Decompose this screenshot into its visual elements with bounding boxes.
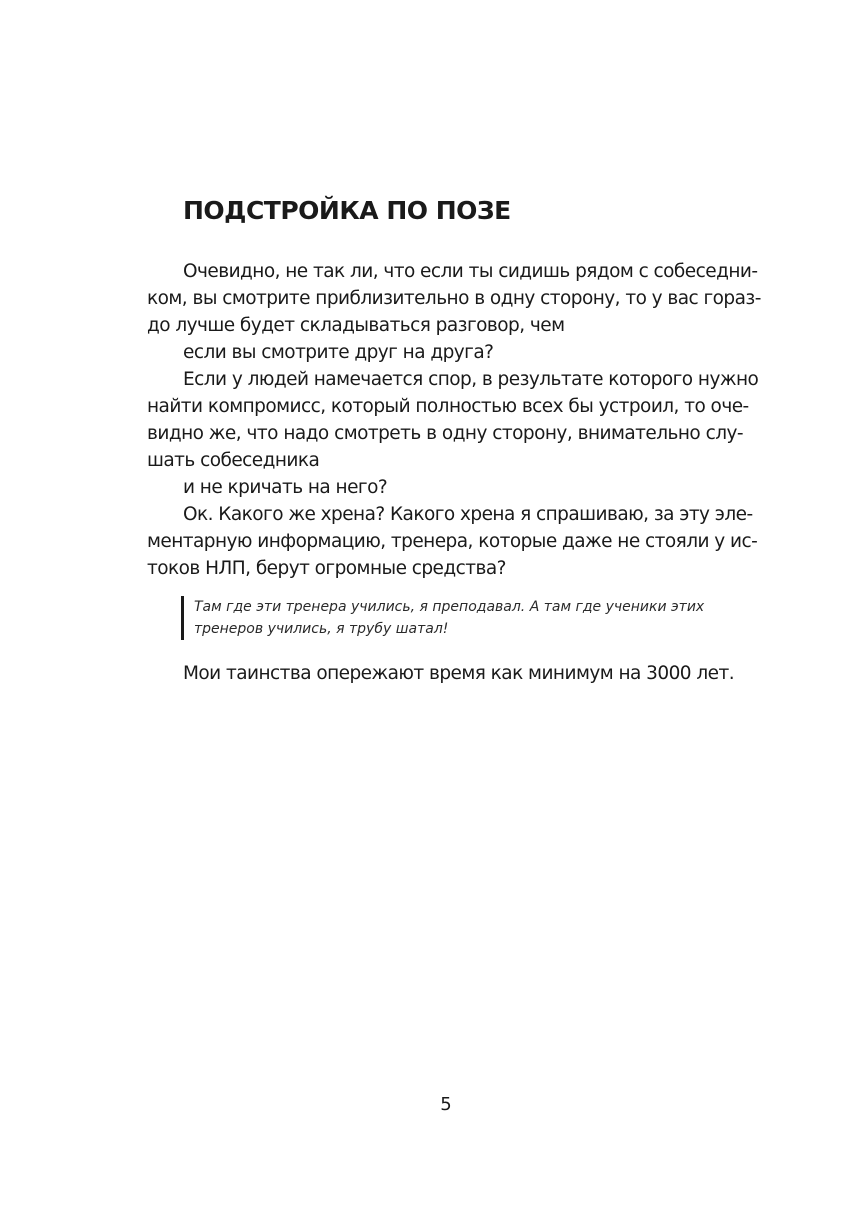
text-line: ком, вы смотрите приблизительно в одну сторону, то у вас гораз- [147,288,761,309]
block-quote [181,596,734,640]
text-line: ментарную информацию, тренера, которые даже не стояли у ис- [147,531,758,552]
text-line: токов НЛП, берут огромные средства? [147,558,506,579]
paragraph-sitting-together [147,258,761,366]
closing-sentence: Мои таинства опережают время как минимум на 3000 лет. [183,663,735,684]
text-line: Ок. Какого же хрена? Какого хрена я спрашиваю, за эту эле- [183,504,753,525]
text-line: и не кричать на него? [183,477,388,498]
paragraph-trainers [147,501,758,582]
text-line: Очевидно, не так ли, что если ты сидишь рядом с собеседни- [183,261,758,282]
text-line: до лучше будет складываться разговор, чем [147,315,565,336]
page-number: 5 [440,1094,452,1115]
quote-line: тренеров учились, я трубу шатал! [194,621,449,637]
quote-line: Там где эти тренера учились, я преподавал. А там где ученики этих [194,599,705,615]
paragraph-dispute [147,366,759,501]
text-line: видно же, что надо смотреть в одну сторону, внимательно слу- [147,423,743,444]
section-heading: ПОДСТРОЙКА ПО ПОЗЕ [183,196,511,225]
text-line: если вы смотрите друг на друга? [183,342,494,363]
text-line: найти компромисс, который полностью всех бы устроил, то оче- [147,396,749,417]
text-line: шать собеседника [147,450,320,471]
text-line: Если у людей намечается спор, в результате которого нужно [183,369,759,390]
